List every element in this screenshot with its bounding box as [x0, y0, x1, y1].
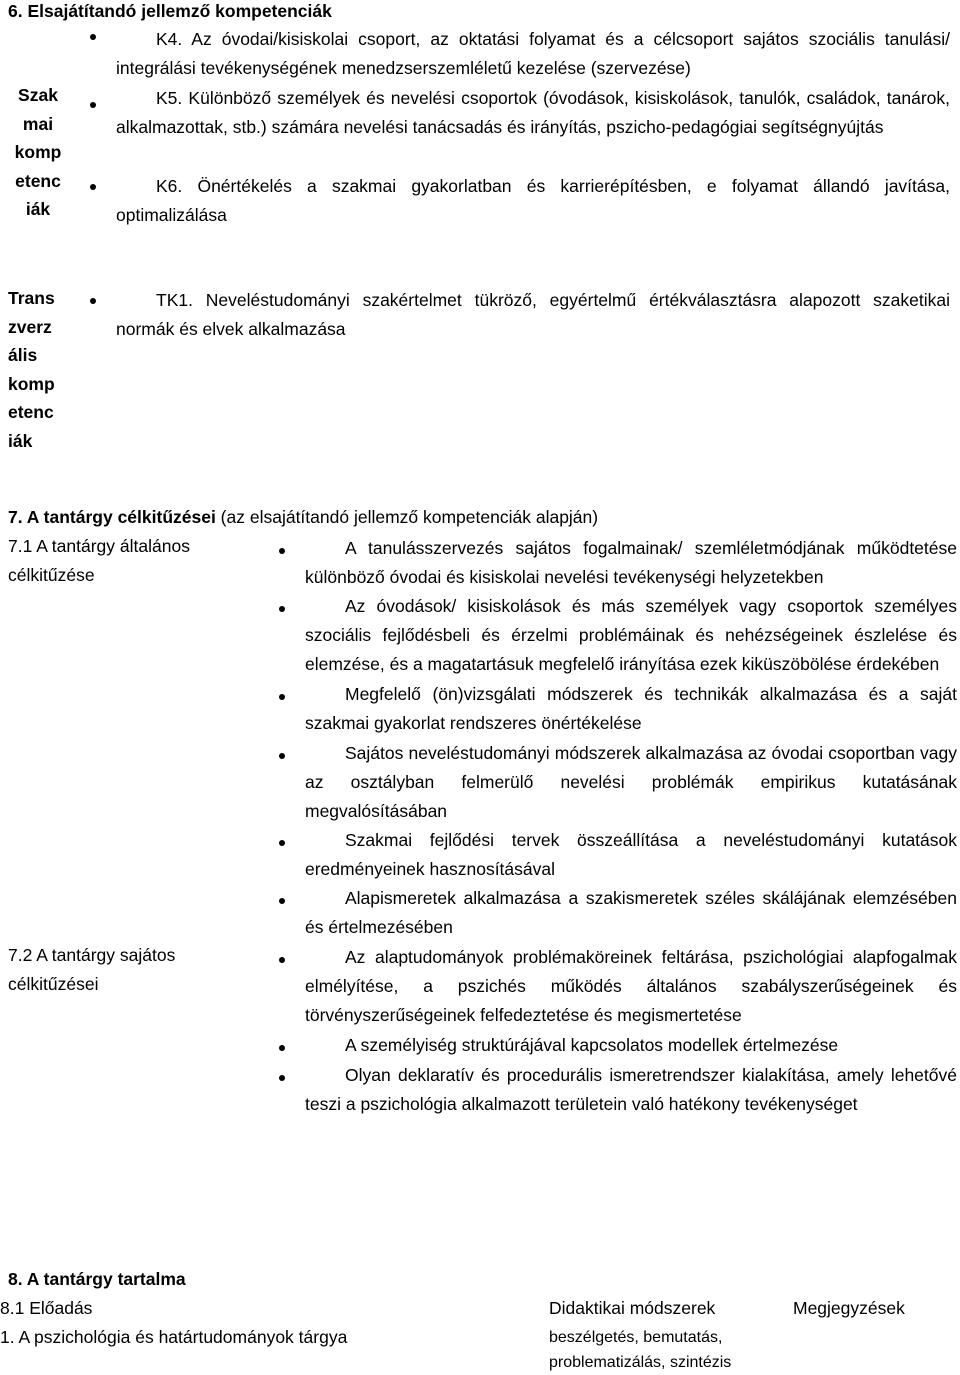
section-7-heading-rest: (az elsajátítandó jellemző kompetenciák alapján) — [215, 507, 599, 527]
bullet-icon — [279, 1045, 285, 1051]
label-line: iák — [8, 430, 33, 451]
bullet-icon — [279, 957, 285, 963]
bullet-icon — [279, 694, 285, 700]
label-line: Szak — [18, 85, 58, 105]
methods-column-header: Didaktikai módszerek — [549, 1298, 716, 1318]
label-line: iák — [25, 199, 51, 219]
bullet-icon — [279, 898, 285, 904]
label-line: zverz — [8, 316, 52, 337]
section-7-heading — [8, 503, 598, 531]
bullet-icon — [279, 753, 285, 759]
bullet-icon — [279, 548, 285, 554]
objective-item: Olyan deklaratív és procedurális ismeretrendszer kialakítása, amely lehetővé teszi a pszichológia alkalmazott területein való hatékony tevékenységet — [305, 1065, 957, 1114]
lecture-methods-1 — [549, 1325, 731, 1375]
lecture-column-header: 8.1 Előadás — [0, 1298, 93, 1318]
competence-item-k6: K6. Önértékelés a szakmai gyakorlatban és karrierépítésben, e folyamat állandó javítása, optimalizálása — [116, 176, 950, 225]
label-line: 7.1 A tantárgy általános — [8, 536, 190, 556]
label-line: Trans — [8, 288, 55, 308]
objective-item: A személyiség struktúrájával kapcsolatos modellek értelmezése — [345, 1035, 839, 1055]
objective-item: Az alaptudományok problémaköreinek feltárása, pszichológiai alapfogalmak elmélyítése, a pszichés működés általános szabályszerűségeinek és törvényszerűségeinek felfedeztetése és megismertetése — [305, 947, 957, 1025]
notes-column-header: Megjegyzések — [793, 1298, 905, 1318]
label-line: mai — [22, 113, 54, 134]
label-line: komp — [14, 142, 62, 162]
objective-item: Sajátos neveléstudományi módszerek alkalmazása az óvodai csoportban vagy az osztályban felmerülő nevelési problémák empirikus kutatásának megvalósításában — [305, 743, 957, 821]
label-line: ális — [8, 345, 38, 365]
transzverzalis-kompetenciak-label — [8, 284, 64, 455]
competence-item-tk1: TK1. Neveléstudományi szakértelmet tükröző, egyértelmű értékválasztásra alapozott szaketikai normák és elvek alkalmazása — [116, 290, 950, 339]
label-line: komp — [8, 373, 55, 394]
competence-item-k5: K5. Különböző személyek és nevelési csoportok (óvodások, kisiskolások, tanulók, családok, tanárok, alkalmazottak, stb.) számára nevelési tanácsadás és irányítás, pszicho-pedagógiai segítségnyújtás — [116, 88, 950, 137]
objective-item: Szakmai fejlődési tervek összeállítása a neveléstudományi kutatások eredményeinek hasznosításával — [305, 830, 957, 879]
objective-item: Alapismeretek alkalmazása a szakismeretek széles skálájának elemzésében és értelmezésében — [305, 888, 957, 937]
label-line: etenc — [15, 170, 61, 191]
methods-line: beszélgetés, bemutatás, — [549, 1329, 723, 1346]
section-6-heading: 6. Elsajátítandó jellemző kompetenciák — [8, 1, 332, 21]
label-line: etenc — [8, 402, 54, 422]
specific-objective-label — [8, 941, 175, 999]
bullet-icon — [90, 102, 96, 108]
objective-item: A tanulásszervezés sajátos fogalmainak/ szemléletmódjának működtetése különböző óvodai és kisiskolai nevelési tevékenységi helyzetekben — [305, 538, 957, 587]
bullet-icon — [279, 1075, 285, 1081]
label-line: célkitűzése — [8, 565, 95, 585]
szakmai-kompetenciak-label — [8, 81, 68, 224]
bullet-icon — [90, 34, 96, 40]
general-objective-label — [8, 532, 190, 590]
bullet-icon — [90, 298, 96, 304]
section-7-heading-bold: 7. A tantárgy célkitűzései — [8, 507, 216, 527]
label-line: 7.2 A tantárgy sajátos — [8, 945, 176, 965]
methods-line: problematizálás, szintézis — [549, 1354, 732, 1371]
objective-item: Az óvodások/ kisiskolások és más személyek vagy csoportok személyes szociális fejlődésbeli és érzelmi problémáinak és nehézségeinek észlelése és elemzése, és a magatartásuk megfelelő irányítása ezek kiküszöbölése érdekében — [305, 596, 957, 674]
objective-item: Megfelelő (ön)vizsgálati módszerek és technikák alkalmazása és a saját szakmai gyakorlat rendszeres önértékelése — [305, 684, 957, 733]
bullet-icon — [279, 840, 285, 846]
label-line: célkitűzései — [8, 974, 99, 994]
bullet-icon — [90, 184, 96, 190]
competence-item-k4: K4. Az óvodai/kisiskolai csoport, az oktatási folyamat és a célcsoport sajátos szociális tanulási/ integrálási tevékenységének menedzserszemléletű kezelése (szervezése) — [116, 29, 950, 78]
section-8-heading: 8. A tantárgy tartalma — [8, 1269, 186, 1289]
bullet-icon — [279, 606, 285, 612]
lecture-topic-1: 1. A pszichológia és határtudományok tárgya — [0, 1327, 348, 1347]
